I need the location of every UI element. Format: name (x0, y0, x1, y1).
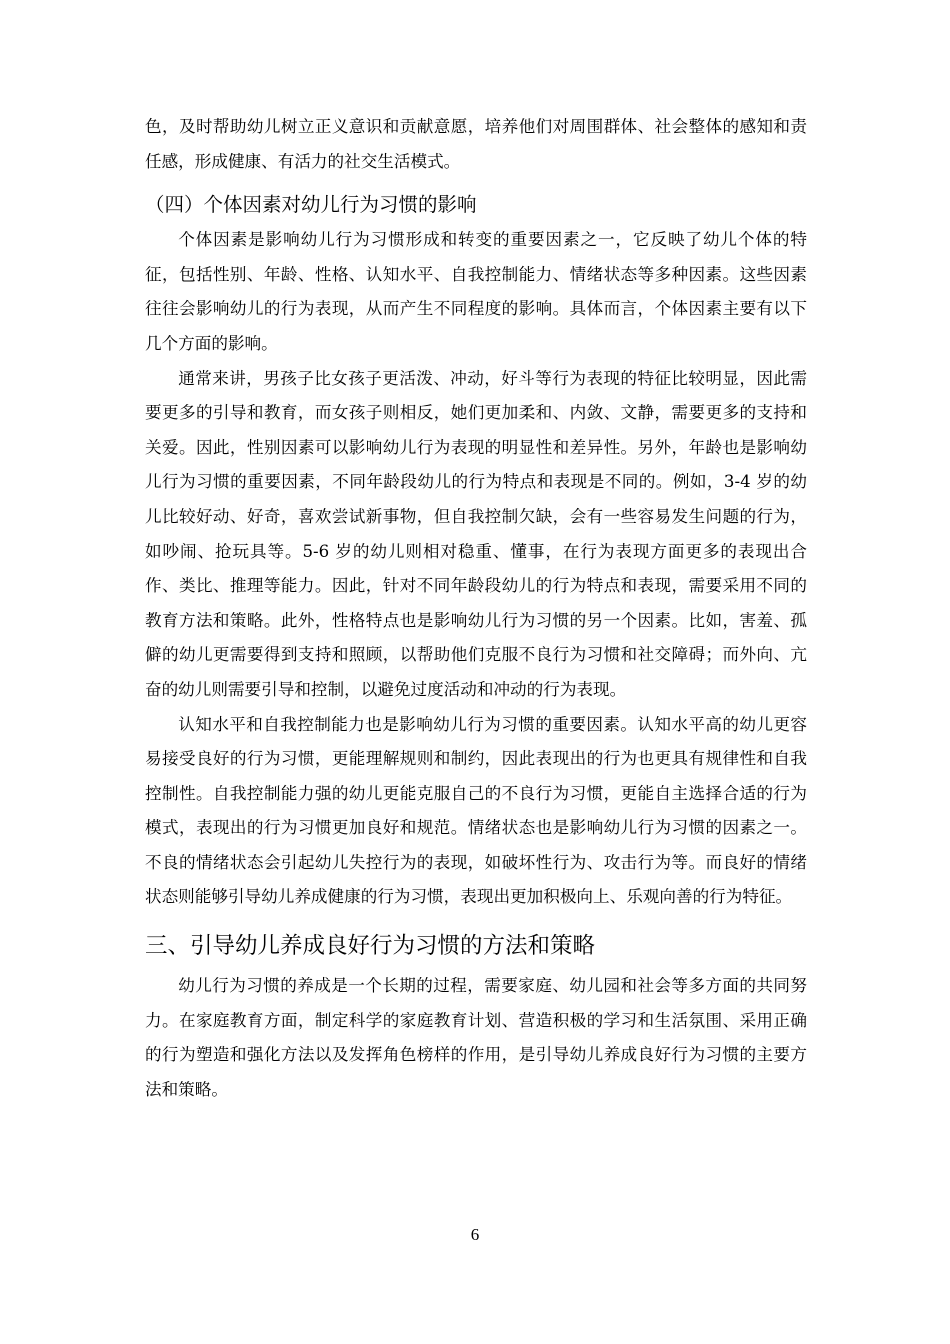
paragraph-cognition-self-control: 认知水平和自我控制能力也是影响幼儿行为习惯的重要因素。认知水平高的幼儿更容易接受良好的行为习惯，更能理解规则和制约，因此表现出的行为也更具有规律性和自我控制性。自我控制能力强的幼儿更能克服自己的不良行为习惯，更能自主选择合适的行为模式，表现出的行为习惯更加良好和规范。情绪状态也是影响幼儿行为习惯的因素之一。不良的情绪状态会引起幼儿失控行为的表现，如破坏性行为、攻击行为等。而良好的情绪状态则能够引导幼儿养成健康的行为习惯，表现出更加积极向上、乐观向善的行为特征。 (145, 714, 807, 907)
page-number: 6 (470, 1225, 480, 1244)
paragraph-individual-factors-intro: 个体因素是影响幼儿行为习惯形成和转变的重要因素之一，它反映了幼儿个体的特征，包括性别、年龄、性格、认知水平、自我控制能力、情绪状态等多种因素。这些因素往往会影响幼儿的行为表现，从而产生不同程度的影响。具体而言，个体因素主要有以下几个方面的影响。 (145, 230, 807, 353)
page-body (145, 110, 807, 1107)
paragraph-gender-age-personality: 通常来讲，男孩子比女孩子更活泼、冲动，好斗等行为表现的特征比较明显，因此需要更多的引导和教育，而女孩子则相反，她们更加柔和、内敛、文静，需要更多的支持和关爱。因此，性别因素可以影响幼儿行为表现的明显性和差异性。另外，年龄也是影响幼儿行为习惯的重要因素，不同年龄段幼儿的行为特点和表现是不同的。例如，3-4 岁的幼儿比较好动、好奇，喜欢尝试新事物，但自我控制欠缺，会有一些容易发生问题的行为，如吵闹、抢玩具等。5-6 岁的幼儿则相对稳重、懂事，在行为表现方面更多的表现出合作、类比、推理等能力。因此，针对不同年龄段幼儿的行为特点和表现，需要采用不同的教育方法和策略。此外，性格特点也是影响幼儿行为习惯的另一个因素。比如，害羞、孤僻的幼儿更需要得到支持和照顾，以帮助他们克服不良行为习惯和社交障碍；而外向、亢奋的幼儿则需要引导和控制，以避免过度活动和冲动的行为表现。 (145, 368, 807, 699)
paragraph-continuation: 色，及时帮助幼儿树立正义意识和贡献意愿，培养他们对周围群体、社会整体的感知和责任感，形成健康、有活力的社交生活模式。 (145, 117, 807, 171)
chapter-heading-methods-strategies: 三、引导幼儿养成良好行为习惯的方法和策略 (145, 933, 596, 960)
paragraph-methods-intro: 幼儿行为习惯的养成是一个长期的过程，需要家庭、幼儿园和社会等多方面的共同努力。在家庭教育方面，制定科学的家庭教育计划、营造积极的学习和生活氛围、采用正确的行为塑造和强化方法以及发挥角色榜样的作用，是引导幼儿养成良好行为习惯的主要方法和策略。 (145, 976, 807, 1099)
section-heading-individual-factors: （四）个体因素对幼儿行为习惯的影响 (145, 193, 477, 217)
